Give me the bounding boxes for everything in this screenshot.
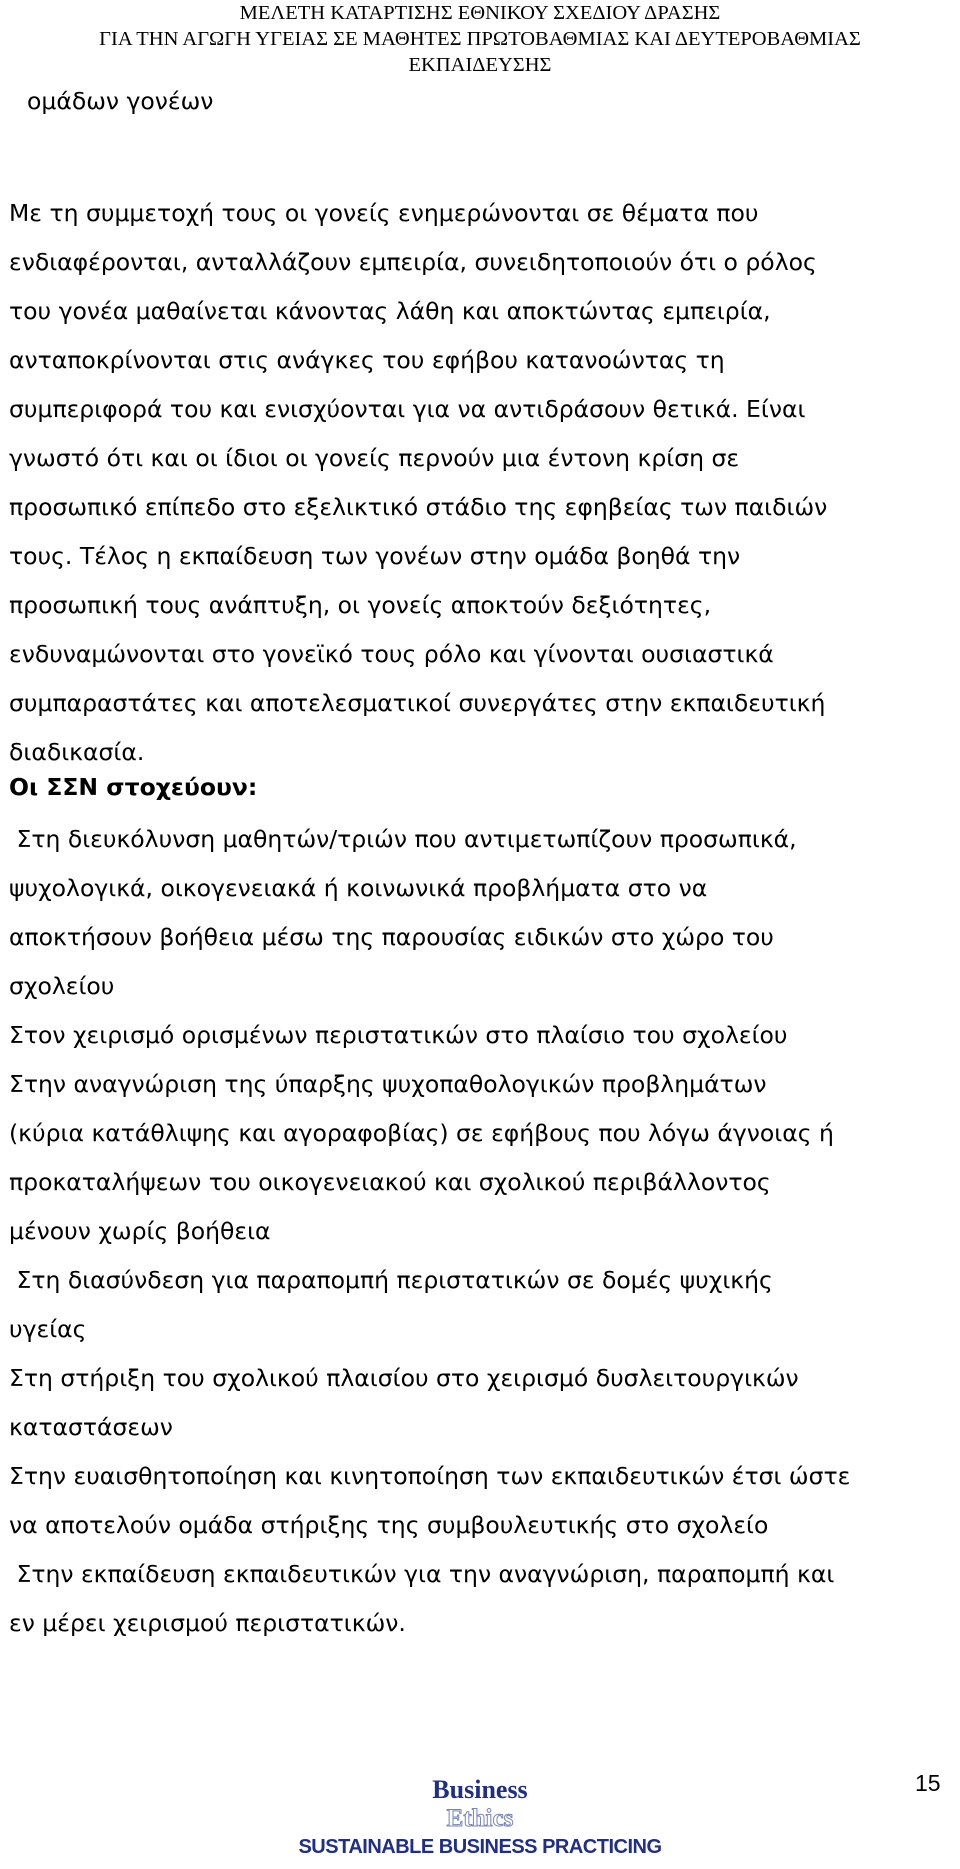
goal-line: Στη στήριξη του σχολικού πλαισίου στο χειρισμό δυσλειτουργικών [9, 1364, 799, 1392]
paragraph-line: συμπεριφορά του και ενισχύονται για να αντιδράσουν θετικά. Είναι [9, 395, 806, 423]
goal-line: να αποτελούν ομάδα στήριξης της συμβουλευτικής στο σχολείο [9, 1511, 769, 1539]
logo-word-business: Business [432, 1775, 528, 1804]
goal-line: Στη διασύνδεση για παραπομπή περιστατικών σε δομές ψυχικής [9, 1266, 773, 1294]
lead-line: ομάδων γονέων [27, 87, 214, 115]
paragraph-line: ενδιαφέρονται, ανταλλάζουν εμπειρία, συνειδητοποιούν ότι ο ρόλος [9, 248, 817, 276]
paragraph-line: προσωπική τους ανάπτυξη, οι γονείς αποκτούν δεξιότητες, [9, 591, 712, 619]
goal-line: προκαταλήψεων του οικογενειακού και σχολικού περιβάλλοντος [9, 1168, 771, 1196]
goal-line: Στην αναγνώριση της ύπαρξης ψυχοπαθολογικών προβλημάτων [9, 1070, 767, 1098]
goal-line: ψυχολογικά, οικογενειακά ή κοινωνικά προβλήματα στο να [9, 874, 708, 902]
goal-line: (κύρια κατάθλιψης και αγοραφοβίας) σε εφήβους που λόγω άγνοιας ή [9, 1119, 834, 1147]
goals-heading: Οι ΣΣΝ στοχεύουν: [9, 773, 258, 801]
paragraph-line: προσωπικό επίπεδο στο εξελικτικό στάδιο της εφηβείας των παιδιών [9, 493, 828, 521]
goal-line: Στην ευαισθητοποίηση και κινητοποίηση των εκπαιδευτικών έτσι ώστε [9, 1462, 851, 1490]
paragraph-line: τους. Τέλος η εκπαίδευση των γονέων στην ομάδα βοηθά την [9, 542, 741, 570]
paragraph-line: γνωστό ότι και οι ίδιοι οι γονείς περνούν μια έντονη κρίση σε [9, 444, 740, 472]
goal-line: υγείας [9, 1315, 87, 1343]
goal-line: Στον χειρισμό ορισμένων περιστατικών στο πλαίσιο του σχολείου [9, 1021, 788, 1049]
logo-tagline: SUSTAINABLE BUSINESS PRACTICING [298, 1836, 662, 1858]
goal-line: εν μέρει χειρισμού περιστατικών. [9, 1609, 406, 1637]
header-line-3: ΕΚΠΑΙΔΕΥΣΗΣ [408, 54, 552, 76]
paragraph-line: Με τη συμμετοχή τους οι γονείς ενημερώνονται σε θέματα που [9, 199, 759, 227]
paragraph-line: του γονέα μαθαίνεται κάνοντας λάθη και αποκτώντας εμπειρία, [9, 297, 771, 325]
goal-line: σχολείου [9, 972, 115, 1000]
business-ethics-logo [280, 1775, 680, 1859]
goal-line: Στην εκπαίδευση εκπαιδευτικών για την αναγνώριση, παραπομπή και [9, 1560, 835, 1588]
goal-line: καταστάσεων [9, 1413, 173, 1441]
goals-list [9, 815, 955, 1648]
goal-line: μένουν χωρίς βοήθεια [9, 1217, 271, 1245]
paragraph-line: διαδικασία. [9, 738, 145, 766]
paragraph-line: ανταποκρίνονται στις ανάγκες του εφήβου κατανοώντας τη [9, 346, 725, 374]
header-line-1: ΜΕΛΕΤΗ ΚΑΤΑΡΤΙΣΗΣ ΕΘΝΙΚΟΥ ΣΧΕΔΙΟΥ ΔΡΑΣΗΣ [239, 2, 721, 24]
body-paragraph [9, 189, 955, 777]
header-line-2: ΓΙΑ ΤΗΝ ΑΓΩΓΗ ΥΓΕΙΑΣ ΣΕ ΜΑΘΗΤΕΣ ΠΡΩΤΟΒΑΘΜΙΑΣ ΚΑΙ ΔΕΥΤΕΡΟΒΑΘΜΙΑΣ [99, 28, 861, 50]
logo-word-ethics: Ethics [446, 1805, 514, 1832]
page-number: 15 [915, 1770, 941, 1796]
goal-line: Στη διευκόλυνση μαθητών/τριών που αντιμετωπίζουν προσωπικά, [9, 825, 797, 853]
document-header [0, 0, 960, 78]
paragraph-line: συμπαραστάτες και αποτελεσματικοί συνεργάτες στην εκπαιδευτική [9, 689, 826, 717]
paragraph-line: ενδυναμώνονται στο γονεϊκό τους ρόλο και γίνονται ουσιαστικά [9, 640, 774, 668]
goal-line: αποκτήσουν βοήθεια μέσω της παρουσίας ειδικών στο χώρο του [9, 923, 774, 951]
